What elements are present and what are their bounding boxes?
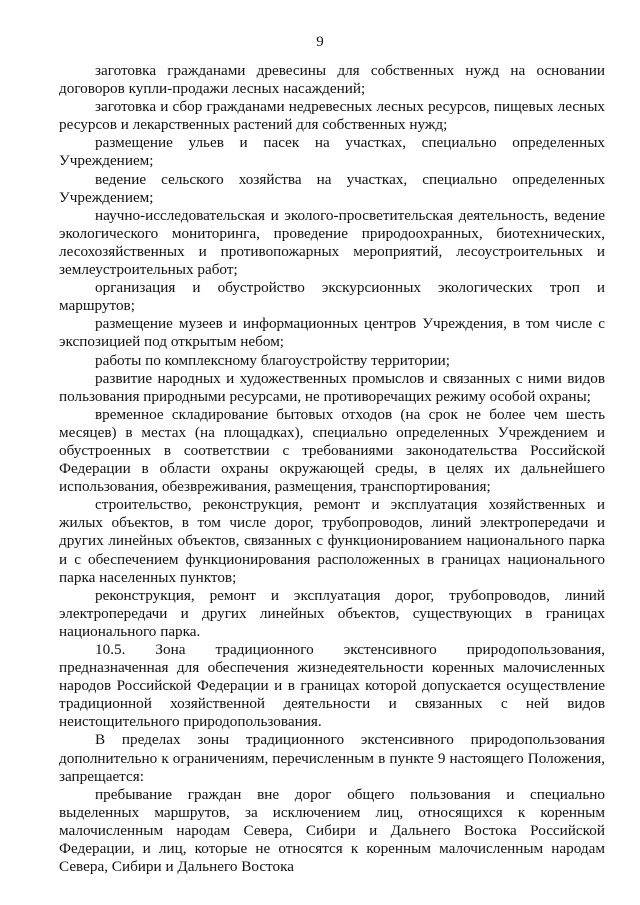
paragraph-construction: строительство, реконструкция, ремонт и эксплуатация хозяйственных и жилых объектов, в том числе дорог, трубопроводов, линий электропередачи и других линейных объектов, связанных с функционированием национального парка и с обеспечением функционирования расположенных в границах национального парка населенных пунктов;	[59, 496, 605, 586]
paragraph-beehives: размещение ульев и пасек на участках, специально определенных Учреждением;	[59, 134, 605, 170]
document-body	[59, 62, 605, 876]
paragraph-stay-restriction: пребывание граждан вне дорог общего пользования и специально выделенных маршрутов, за исключением лиц, относящихся к коренным малочисленным народам Севера, Сибири и Дальнего Востока Российской Федерации, и лиц, которые не относятся к коренным малочисленным народам Севера, Сибири и Дальнего Востока	[59, 785, 605, 876]
paragraph-agriculture: ведение сельского хозяйства на участках, специально определенных Учреждением;	[59, 170, 605, 206]
paragraph-wood-harvesting: заготовка гражданами древесины для собственных нужд на основании договоров купли-продажи лесных насаждений;	[59, 62, 605, 98]
paragraph-waste-storage: временное складирование бытовых отходов (на срок не более чем шесть месяцев) в местах (на площадках), специально определенных Учреждением и обустроенных в соответствии с требованиями законодательства Российской Федерации в области охраны окружающей среды, в целях их дальнейшего использования, обезвреживания, размещения, транспортирования;	[59, 405, 605, 496]
paragraph-non-wood-resources: заготовка и сбор гражданами недревесных лесных ресурсов, пищевых лесных ресурсов и лекарственных растений для собственных нужд;	[59, 98, 605, 134]
paragraph-section-10-5: 10.5. Зона традиционного экстенсивного природопользования, предназначенная для обеспечения жизнедеятельности коренных малочисленных народов Российской Федерации и в границах которой допускается осуществление традиционной хозяйственной деятельности и связанных с ней видов неистощительного природопользования.	[59, 641, 605, 731]
paragraph-landscaping: работы по комплексному благоустройству территории;	[95, 351, 450, 369]
paragraph-research-monitoring: научно-исследовательская и эколого-просветительская деятельность, ведение экологического мониторинга, проведение природоохранных, биотехнических, лесохозяйственных и противопожарных мероприятий, лесоустроительных и землеустроительных работ;	[59, 206, 605, 279]
paragraph-reconstruction: реконструкция, ремонт и эксплуатация дорог, трубопроводов, линий электропередачи и других линейных объектов, существующих в границах национального парка.	[59, 586, 605, 640]
paragraph-folk-crafts: развитие народных и художественных промыслов и связанных с ними видов пользования природными ресурсами, не противоречащих режиму особой охраны;	[59, 369, 605, 405]
page-number: 9	[316, 34, 324, 50]
paragraph-prohibitions-intro: В пределах зоны традиционного экстенсивного природопользования дополнительно к ограничениям, перечисленным в пункте 9 настоящего Положения, запрещается:	[59, 731, 605, 785]
paragraph-eco-trails: организация и обустройство экскурсионных экологических троп и маршрутов;	[59, 279, 605, 315]
paragraph-museums: размещение музеев и информационных центров Учреждения, в том числе с экспозицией под открытым небом;	[59, 315, 605, 351]
